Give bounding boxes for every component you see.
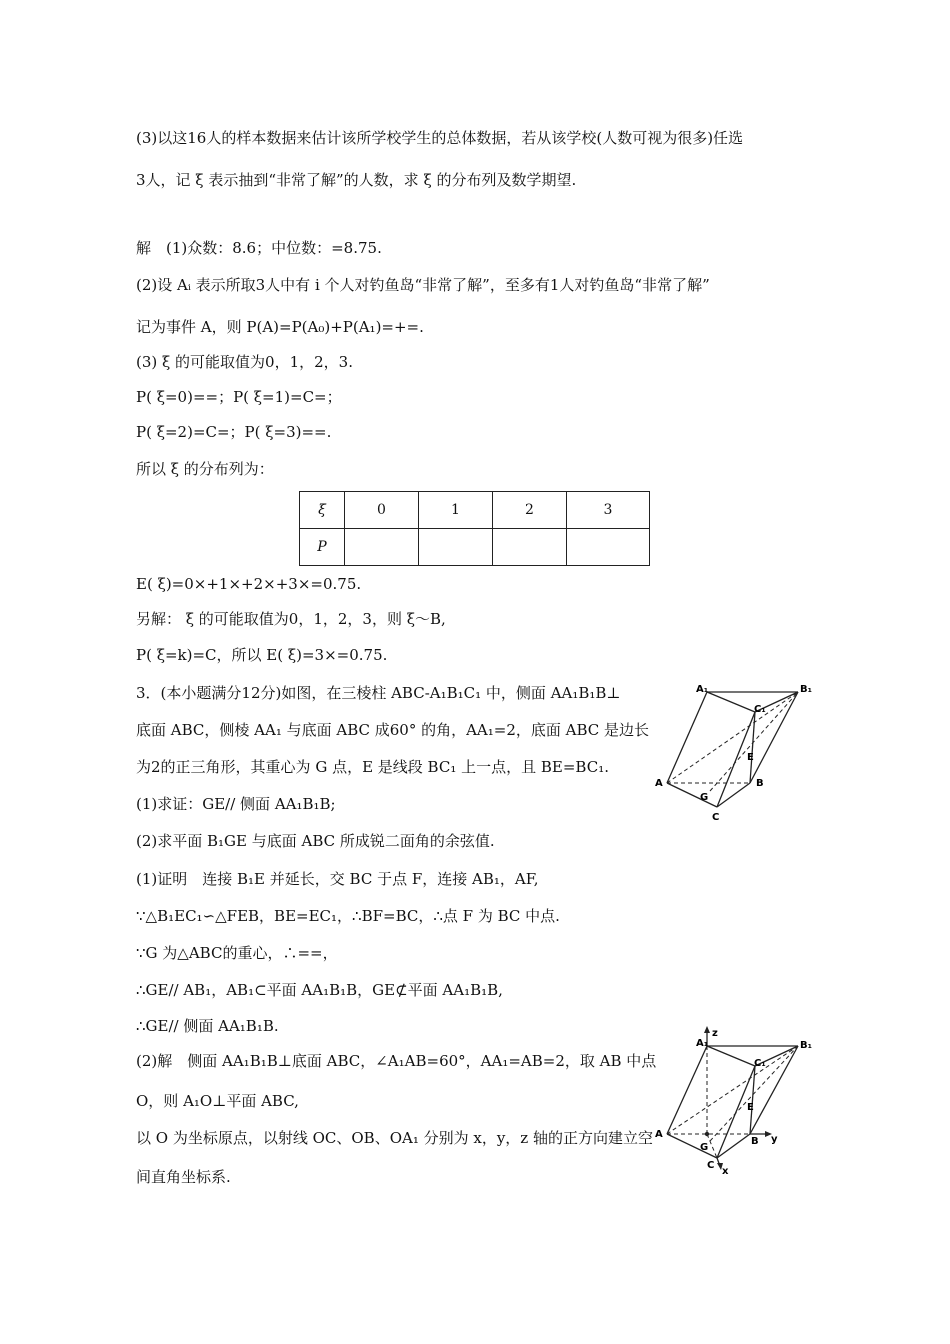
table-cell: P <box>300 529 345 566</box>
table-cell <box>419 529 493 566</box>
table-row <box>300 492 650 529</box>
problem3-q2: (2)求平面 B₁GE 与底面 ABC 所成锐二面角的余弦值. <box>136 832 495 850</box>
prob-xi-2-3: P( ξ=2)=C=；P( ξ=3)==. <box>136 423 332 441</box>
label-A: A <box>655 1129 663 1140</box>
problem2-q3-line1: (3)以这16人的样本数据来估计该所学校学生的总体数据，若从该学校(人数可视为很多)任选 <box>136 129 744 147</box>
label-B: B <box>756 778 764 789</box>
label-C1: C₁ <box>754 704 766 715</box>
solution-part2-line2: 记为事件 A，则 P(A)=P(A₀)+P(A₁)=+=. <box>136 318 424 336</box>
label-C: C <box>712 812 720 823</box>
problem3-q1: (1)求证：GE// 侧面 AA₁B₁B; <box>136 795 336 813</box>
distribution-table <box>299 491 650 566</box>
problem2-q3-line2: 3人，记 ξ 表示抽到“非常了解”的人数，求 ξ 的分布列及数学期望. <box>136 171 577 189</box>
table-cell: ξ <box>300 492 345 529</box>
problem3-line3: 为2的正三角形，其重心为 G 点，E 是线段 BC₁ 上一点，且 BE=BC₁. <box>136 758 609 776</box>
label-G: G <box>700 792 709 803</box>
problem3-line2: 底面 ABC，侧棱 AA₁ 与底面 ABC 成60° 的角，AA₁=2，底面 ABC 是边长 <box>136 721 650 739</box>
axis-label-z: z <box>712 1028 718 1039</box>
table-cell: 1 <box>419 492 493 529</box>
label-A1: A₁ <box>696 1038 709 1049</box>
label-E: E <box>747 1102 754 1113</box>
proof-line3: ∵G 为△ABC的重心，∴==， <box>136 944 338 962</box>
solution-part2-line4: 间直角坐标系. <box>136 1168 231 1186</box>
label-A1: A₁ <box>696 684 709 695</box>
proof-line5: ∴GE// 侧面 AA₁B₁B. <box>136 1017 279 1035</box>
solution-part2-line1: (2)设 Aᵢ 表示所取3人中有 i 个人对钓鱼岛“非常了解”，至多有1人对钓鱼岛“非常了解” <box>136 276 710 294</box>
distribution-intro: 所以 ξ 的分布列为： <box>136 460 274 478</box>
table-cell <box>345 529 419 566</box>
label-B1: B₁ <box>800 684 813 695</box>
solution-part2-line2: O，则 A₁O⊥平面 ABC, <box>136 1092 299 1110</box>
prism-figure <box>650 682 813 823</box>
expectation: E( ξ)=0×+1×+2×+3×=0.75. <box>136 575 362 593</box>
solution-part1: 解 (1)众数：8.6；中位数：=8.75. <box>136 239 382 257</box>
table-row <box>300 529 650 566</box>
axis-label-x: x <box>722 1166 729 1177</box>
label-A: A <box>655 778 663 789</box>
table-cell <box>493 529 567 566</box>
label-C: C <box>707 1160 715 1171</box>
solution-part2-line1: (2)解 侧面 AA₁B₁B⊥底面 ABC，∠A₁AB=60°，AA₁=AB=2，取 AB 中点 <box>136 1052 657 1070</box>
prism-coordinate-figure <box>650 1026 813 1177</box>
alternative-line1: 另解： ξ 的可能取值为0，1，2，3，则 ξ～B, <box>136 610 446 628</box>
label-B1: B₁ <box>800 1040 813 1051</box>
axis-label-y: y <box>771 1134 778 1145</box>
table-cell: 3 <box>567 492 650 529</box>
solution-part2-line3: 以 O 为坐标原点，以射线 OC、OB、OA₁ 分别为 x，y，z 轴的正方向建立空 <box>136 1129 653 1147</box>
prob-xi-0-1: P( ξ=0)==；P( ξ=1)=C=； <box>136 388 342 406</box>
solution-part3: (3) ξ 的可能取值为0，1，2，3. <box>136 353 353 371</box>
label-C1: C₁ <box>754 1058 766 1069</box>
table-cell: 0 <box>345 492 419 529</box>
proof-line1: (1)证明 连接 B₁E 并延长，交 BC 于点 F，连接 AB₁，AF, <box>136 870 539 888</box>
label-E: E <box>747 752 754 763</box>
label-B: B <box>751 1136 759 1147</box>
table-cell <box>567 529 650 566</box>
proof-line4: ∴GE// AB₁，AB₁⊂平面 AA₁B₁B，GE⊄平面 AA₁B₁B, <box>136 981 503 999</box>
proof-line2: ∵△B₁EC₁∽△FEB，BE=EC₁，∴BF=BC，∴点 F 为 BC 中点. <box>136 907 560 925</box>
table-cell: 2 <box>493 492 567 529</box>
label-G: G <box>700 1142 709 1153</box>
problem3-line1: 3．(本小题满分12分)如图，在三棱柱 ABC-A₁B₁C₁ 中，侧面 AA₁B₁B⊥ <box>136 684 621 702</box>
alternative-line2: P( ξ=k)=C，所以 E( ξ)=3×=0.75. <box>136 646 388 664</box>
